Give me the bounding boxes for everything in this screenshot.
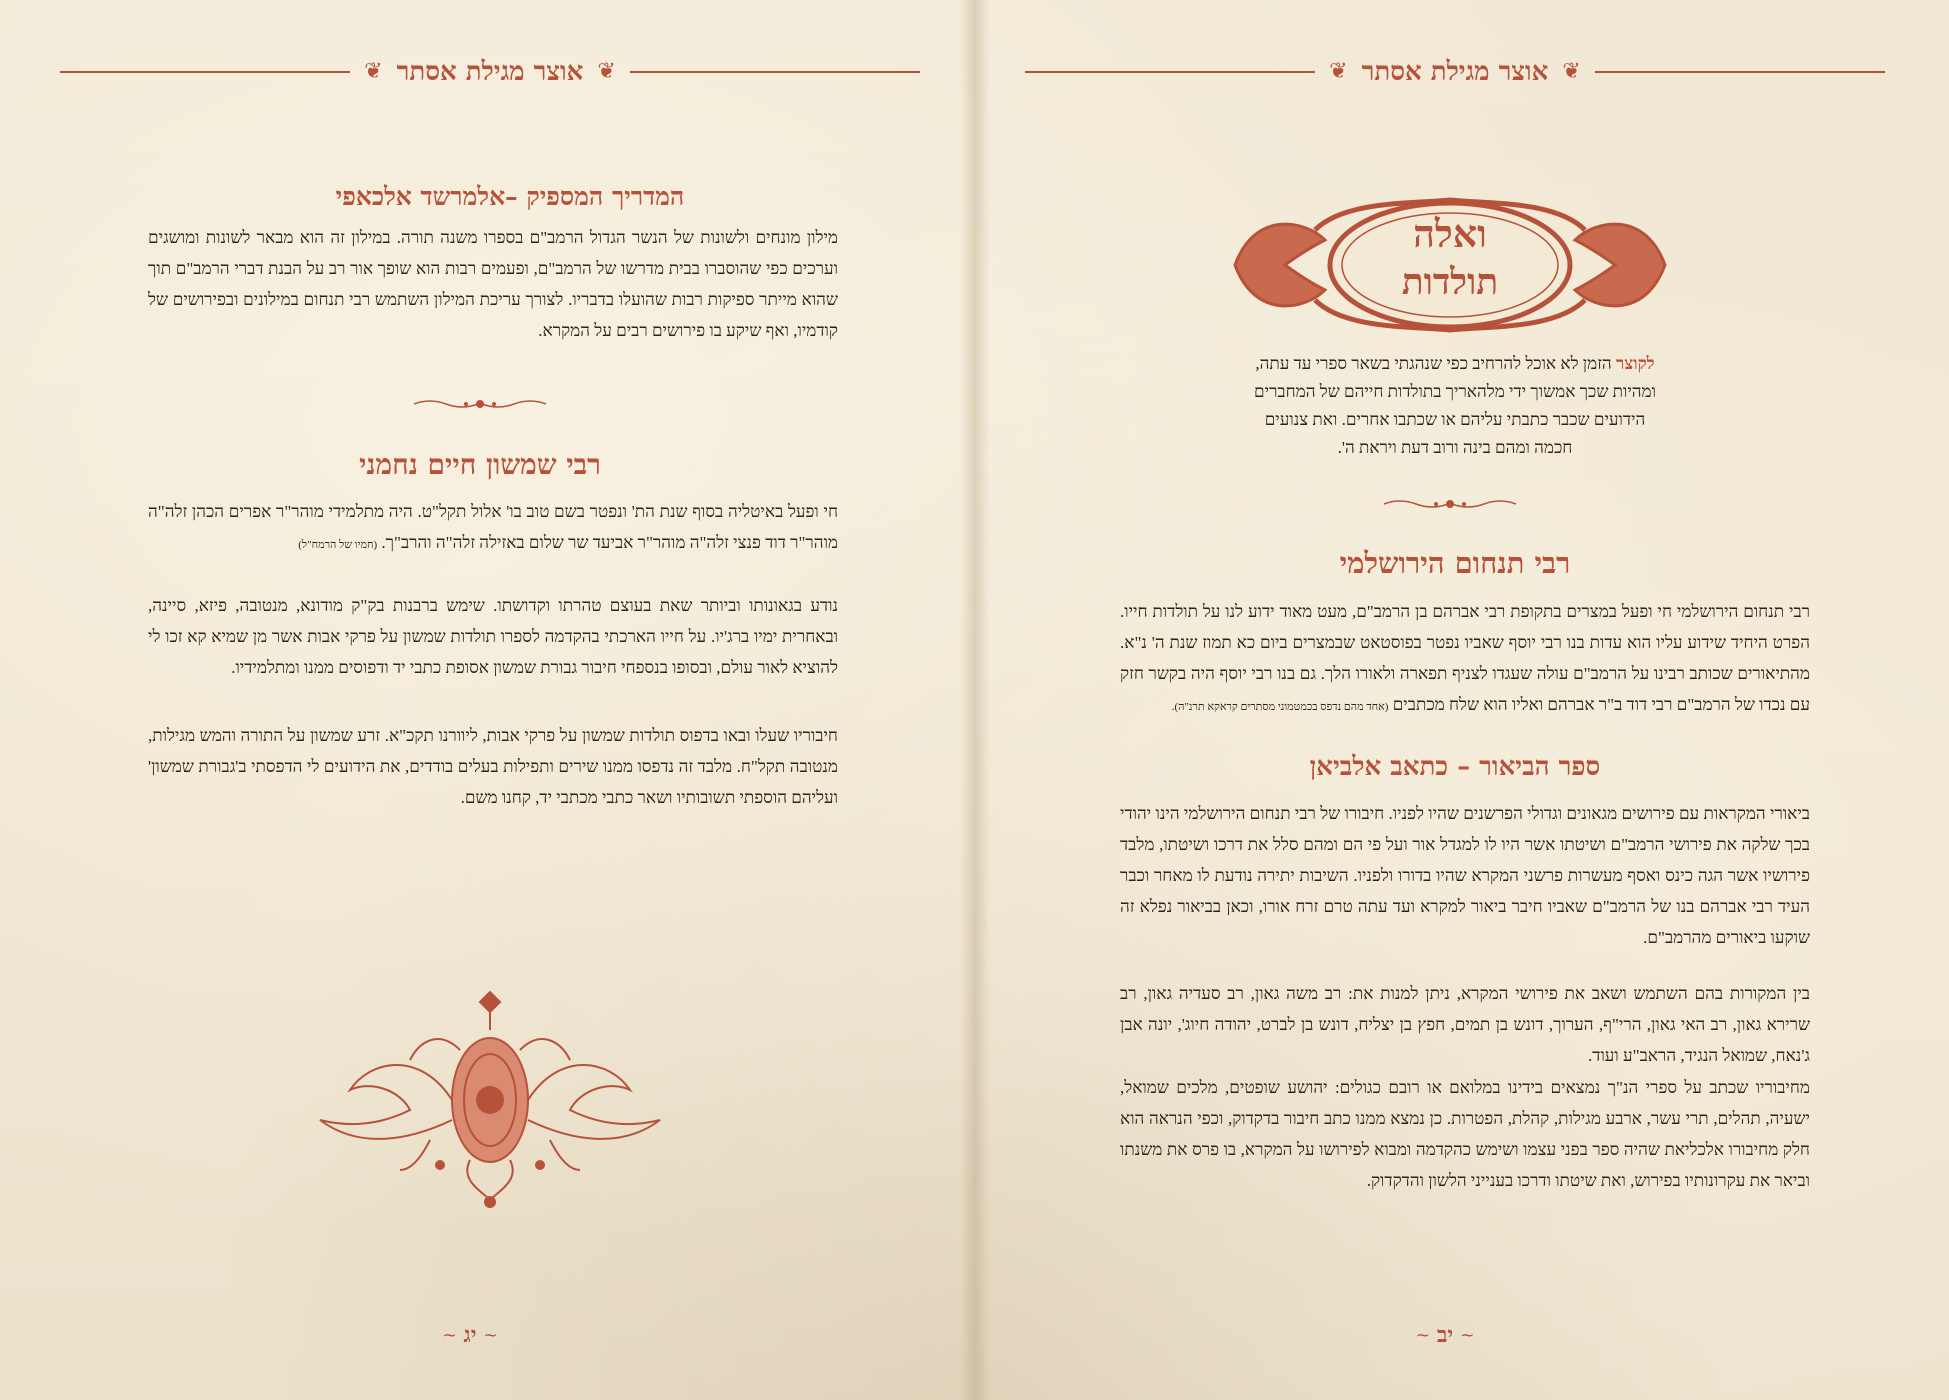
flourish-icon: ❦ [597,59,616,84]
flourish-icon: ❦ [1562,59,1581,84]
cartouche-line1: ואלה [1413,211,1487,256]
cartouche-line2: תולדות [1401,261,1499,303]
running-head-right [1025,52,1885,92]
flourish-icon: ❦ [1329,59,1348,84]
paragraph-text: רבי תנחום הירושלמי חי ופעל במצרים בתקופת רבי אברהם בן הרמב"ם, מעט מאוד ידוע לנו על תולדות חייו. הפרט היחיד שידוע עליו הוא עדות בנו רבי יוסף שאביו נפטר בפוסטאט שבמצרים ביום כא תמוז שנת ה' נ"א. מהתיאורים שכותב רבינו על הרמב"ם עולה שעגדו לצניף תפארה ולאורו הלך. גם בנו רבי יוסף היה בקשר חזק עם נכדו של הרמב"ם רבי דוד ב"ר אברהם ואליו הוא שלח מכתבים [1120,602,1810,714]
divider-ornament-icon [1380,496,1520,512]
rule-line [60,71,350,73]
section-title: רבי תנחום הירושלמי [1339,546,1571,580]
intro-paragraph [1245,350,1665,462]
page-number [1385,1322,1505,1348]
rule-line [630,71,920,73]
page-number-text: יג [463,1322,477,1348]
intro-text: הזמן לא אוכל להרחיב כפי שנהגתי בשאר ספרי עד עתה, ומהיות שכך אמשוך ידי מלהאריך בתולדות חייהם של המחברים הידועים שכבר כתבתי עליהם או שכתבו אחרים. ואת צנועים חכמה ומהם בינה ורוב דעת ויראת ה'. [1254,354,1656,457]
page-number [410,1322,530,1348]
center-ornament-icon [300,990,680,1210]
running-head-title: אוצר מגילת אסתר [396,57,584,87]
section-title: ספר הביאור – כתאב אלביאן [1309,752,1601,782]
section-paragraph: חיבוריו שעלו ובאו בדפוס תולדות שמשון על פרקי אבות, ליוורנו תקכ"א. זרע שמשון על התורה והמש מגילות, מנטובה תקל"ח. מלבד זה נדפסו ממנו שירים ותפילות בעלים בודדים, את הידועים לי הדפסתי ב'גבורת שמשון' ועליהם הוספתי תשובותיו ושאר כתבי מכתבי יד, קחנו משם. [148,726,838,807]
divider-ornament-icon [410,396,550,412]
section-paragraph: מילון מונחים ולשונות של הנשר הגדול הרמב"ם בספרו משנה תורה. במילון זה הוא מבאר לשונות ומושגים וערכים כפי שהוסברו בבית מדרשו של הרמב"ם, ופעמים רבות הוא שופך אור רב על הבנת דברי הרמב"ם תוך שהוא מייתר ספיקות רבות שהועלו בדבריו. לצורך עריכת המילון השתמש רבי תנחום במילונים ובפירושים של קודמיו, ואף שיקע בו פירושים רבים על המקרא. [148,228,838,340]
folio-ornament-icon: ⁓ [484,1328,497,1342]
section-paragraph [1120,596,1810,723]
folio-ornament-icon: ⁓ [443,1328,456,1342]
section-paragraph [148,496,838,561]
intro-lead-word: לקוצר [1615,354,1655,373]
footnote-text: (אחד מהם נדפס בכמטמוני מסתרים קראקא תרנ"ה). [1171,701,1389,713]
rule-line [1025,71,1315,73]
rule-line [1595,71,1885,73]
folio-ornament-icon: ⁓ [1416,1328,1429,1342]
flourish-icon: ❦ [364,59,383,84]
section-title: המדריך המספיק –אלמרשד אלכאפי [335,182,685,211]
footnote-text: (חמיו של הרמח"ל) [298,539,378,551]
page-number-text: יב [1436,1322,1454,1348]
section-title: רבי שמשון חיים נחמני [359,448,601,481]
section-paragraph: מחיבוריו שכתב על ספרי הנ"ך נמצאים בידינו במלואם או רובם כגולים: יהושע שופטים, מלכים שמואל, ישעיה, תהלים, תרי עשר, ארבע מגילות, קהלת, הפטרות. כן נמצא ממנו כתב חיבור בדקדוק, וכפי הנראה הוא חלק מחיבורו אלכליאת שהיה ספר בפני עצמו ושימש כהקדמה ומבוא לפירושו על המקרא, בו פרס את משנתו וביאר את עקרונותיו בפירוש, ואת שיטתו ודרכו בענייני הלשון והדקדוק. [1120,1078,1810,1190]
folio-ornament-icon: ⁓ [1461,1328,1474,1342]
section-paragraph: בין המקורות בהם השתמש ושאב את פירושי המקרא, ניתן למנות את: רב משה גאון, רב סעדיה גאון, רב שרירא גאון, רב האי גאון, הרי"ף, הערוך, דונש בן תמים, חפץ בן יצליח, דונש בן לברט, יהודה חיוג', יונה אבן ג'נאח, שמואל הנגיד, הראב"ע ועוד. [1120,984,1810,1065]
section-paragraph: ביאורי המקראות עם פירושים מגאונים וגדולי הפרשנים שהיו לפניו. חיבורו של רבי תנחום הירושלמי הינו יהודי בכך שלקה את פירושי הרמב"ם ושיטתו אשר היו לו למגדל אור ועל פי הם ומהם סלל את דרכו ושיטתו, מלבד פירושיו אשר הגה כינס ואסף מעשרות פרשני המקרא שהיו בדורו ולפניו. השיבות יתירה נודעת לו מאחר וכבר העיד רבי אברהם בנו של הרמב"ם שאביו חיבר ביאור למקרא ועד עתה טרם זרח אורו, וכאן בביאור נפלא זה שוקעו ביאורים מהרמב"ם. [1120,804,1810,947]
running-head-title: אוצר מגילת אסתר [1361,57,1549,87]
paragraph-text: חי ופעל באיטליה בסוף שנת הת' ונפטר בשם טוב בו' אלול תקל"ט. היה מתלמידי מוהר"ר אפרים הכהן זלה"ה מוהר"ר דוד פנצי זלה"ה מוהר"ר אביעד שר שלום באזילה זלה"ה והרב"ך. [148,502,838,552]
section-paragraph: נודע בגאונותו וביותר שאת בעוצם טהרתו וקדושתו. שימש ברבנות בק"ק מודונא, מנטובה, פיזא, סיינה, ובאחרית ימיו ברג'יו. על חייו הארכתי בהקדמה לספרו תולדות שמשון על פרקי אבות אשר מן שמיא קא זכו לי להוציא לאור עולם, ובסופו בנספחי חיבור גבורת שמשון אסופת כתבי יד ודפוסים ממנו ומתלמידיו. [148,596,838,677]
title-cartouche [1215,190,1685,340]
running-head-left [60,52,920,92]
left-page [0,0,974,1400]
right-page [975,0,1949,1400]
